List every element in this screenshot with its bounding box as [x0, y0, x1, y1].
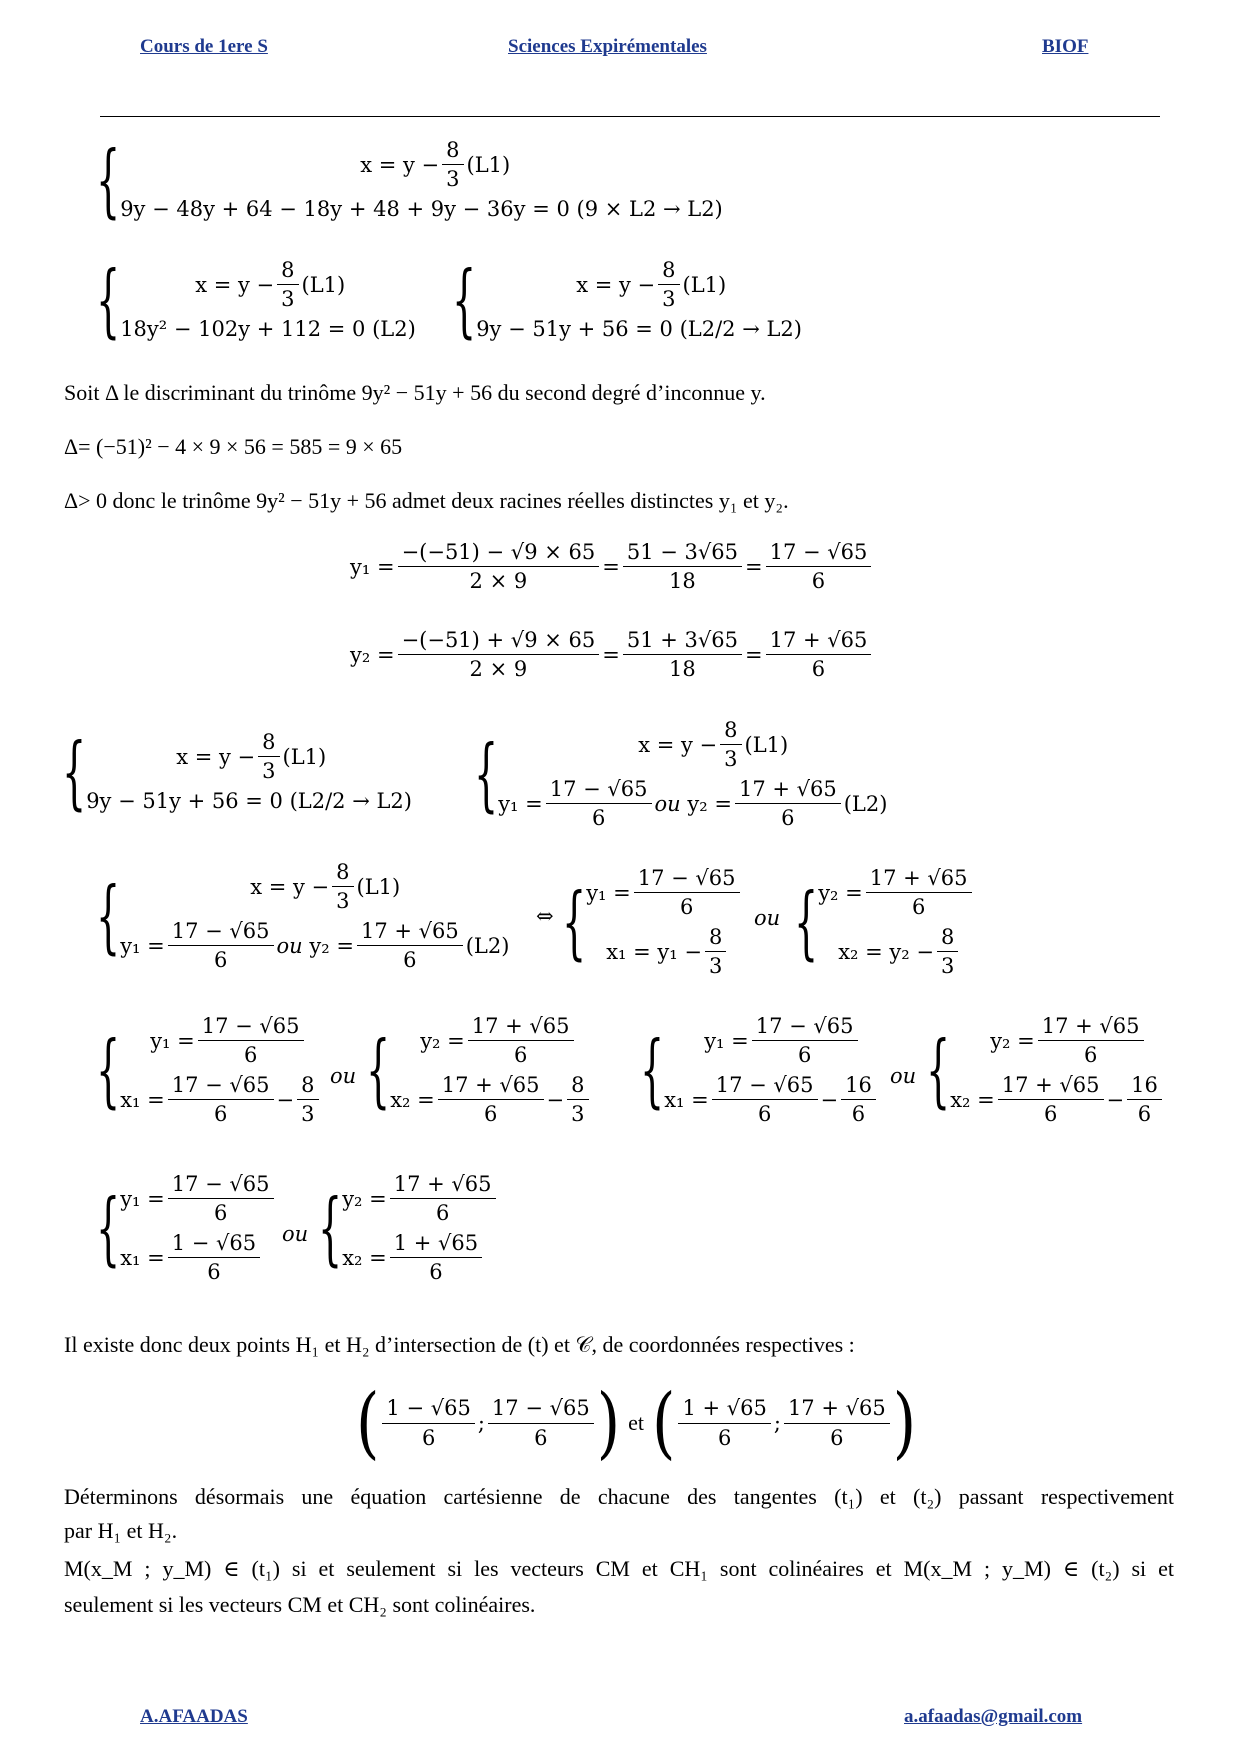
- system-8d: { y₂ = $\frac{17 + √65}{6}$ x₂ = $\frac{17 + √65}{6}$ − $\frac{16}{6}$: [926, 1014, 1165, 1127]
- paragraph-tangents-1: Déterminons désormais une équation cartésienne de chacune des tangentes (t₁) et (t₂) passant respectivement: [64, 1484, 1174, 1509]
- system-7a: { y₁ = $\frac{17 - √65}{6}$ x₁ = y₁ − $\frac{8}{3}$: [562, 866, 743, 979]
- system-8c: { y₁ = $\frac{17 - √65}{6}$ x₁ = $\frac{17 - √65}{6}$ − $\frac{16}{6}$: [640, 1014, 879, 1127]
- paragraph-roots: Δ> 0 donc le trinôme 9y² − 51y + 56 admet deux racines réelles distinctes y₁ et y₂.: [64, 488, 789, 513]
- header-subject[interactable]: Sciences Expirémentales: [508, 36, 707, 57]
- paragraph-delta: Δ= (−51)² − 4 × 9 × 56 = 585 = 9 × 65: [64, 434, 403, 459]
- system-5: { x = y − $\frac{8}{3}$ (L1) y₁ = $\frac{17 - √65}{6}$ ou y₂ = $\frac{17 + √65}{6}$ (L2): [474, 718, 888, 831]
- equivalence-sign: ⇔: [536, 904, 554, 928]
- coordinates: ( $\frac{1 - √65}{6}$ ; $\frac{17 - √65}{6}$ ) et ( $\frac{1 + √65}{6}$ ; $\frac{17 + √65}{6}$ ): [356, 1377, 917, 1469]
- paragraph-intersection: Il existe donc deux points H₁ et H₂ d’intersection de (t) et 𝒞, de coordonnées respectives :: [64, 1332, 855, 1357]
- footer-author[interactable]: A.AFAADAS: [140, 1706, 248, 1727]
- system-7b: { y₂ = $\frac{17 + √65}{6}$ x₂ = y₂ − $\frac{8}{3}$: [794, 866, 975, 979]
- system-9b: { y₂ = $\frac{17 + √65}{6}$ x₂ = $\frac{1 + √65}{6}$: [318, 1172, 499, 1285]
- system-6: { x = y − $\frac{8}{3}$ (L1) y₁ = $\frac{17 - √65}{6}$ ou y₂ = $\frac{17 + √65}{6}$ (L2): [96, 860, 510, 973]
- or-1: ou: [754, 906, 781, 930]
- system-9a: { y₁ = $\frac{17 - √65}{6}$ x₁ = $\frac{1 - √65}{6}$: [96, 1172, 277, 1285]
- system-2: { x = y − $\frac{8}{3}$ (L1) 18y² − 102y + 112 = 0 (L2): [96, 253, 416, 346]
- system-8a: { y₁ = $\frac{17 - √65}{6}$ x₁ = $\frac{17 - √65}{6}$ − $\frac{8}{3}$: [96, 1014, 322, 1127]
- or-3: ou: [890, 1064, 917, 1088]
- paragraph-discriminant: Soit Δ le discriminant du trinôme 9y² − 51y + 56 du second degré d’inconnue y.: [64, 380, 766, 405]
- paragraph-colinear-2: seulement si les vecteurs CM et CH₂ sont colinéaires.: [64, 1592, 536, 1617]
- system-4: { x = y − $\frac{8}{3}$ (L1) 9y − 51y + 56 = 0 (L2/2 → L2): [62, 725, 412, 818]
- paragraph-colinear-1: M(x_M ; y_M) ∈ (t₁) si et seulement si les vecteurs CM et CH₁ sont colinéaires et M(x_M ; y_M) ∈ (t₂) si et: [64, 1556, 1174, 1581]
- system-8b: { y₂ = $\frac{17 + √65}{6}$ x₂ = $\frac{17 + √65}{6}$ − $\frac{8}{3}$: [366, 1014, 592, 1127]
- or-2: ou: [330, 1064, 357, 1088]
- header-track[interactable]: BIOF: [1042, 36, 1089, 57]
- footer-email[interactable]: a.afaadas@gmail.com: [904, 1706, 1083, 1727]
- or-4: ou: [282, 1222, 309, 1246]
- header-course[interactable]: Cours de 1ere S: [140, 36, 268, 57]
- header-rule: [100, 116, 1160, 117]
- paragraph-tangents-2: par H₁ et H₂.: [64, 1518, 178, 1543]
- system-1: { x = y − $\frac{8}{3}$ (L1) 9y − 48y + 64 − 18y + 48 + 9y − 36y = 0 (9 × L2 → L2): [96, 133, 723, 226]
- system-3: { x = y − $\frac{8}{3}$ (L1) 9y − 51y + 56 = 0 (L2/2 → L2): [452, 253, 802, 346]
- root-y2: y₂ = $\frac{-(-51) + √9 \times 65}{2 \times 9}$ = $\frac{51 + 3√65}{18}$ = $\frac{17 + √65}{6}$: [350, 628, 874, 681]
- root-y1: y₁ = $\frac{-(-51) - √9 \times 65}{2 \times 9}$ = $\frac{51 - 3√65}{18}$ = $\frac{17 - √65}{6}$: [350, 540, 874, 593]
